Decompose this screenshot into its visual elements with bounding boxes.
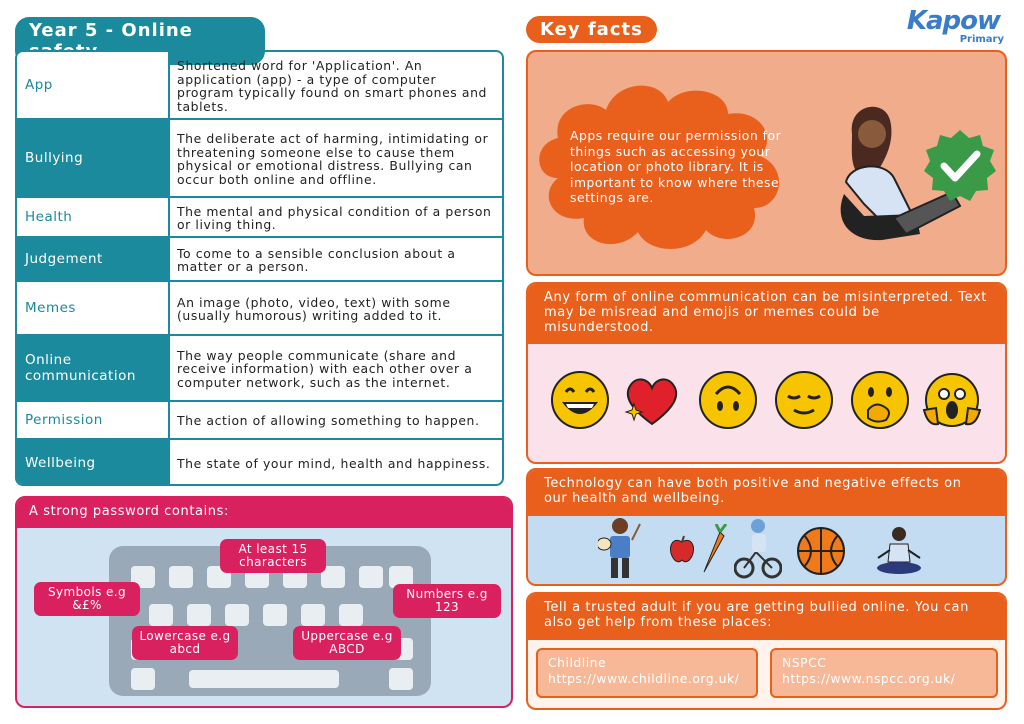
- misinterpret-panel: [526, 282, 1007, 464]
- check-badge-icon: [922, 128, 998, 204]
- nspcc-link[interactable]: [770, 648, 998, 698]
- childline-name: Childline: [548, 655, 607, 670]
- nspcc-name: NSPCC: [782, 655, 827, 670]
- vocab-row-wellbeing: [17, 440, 502, 486]
- vocab-term: Permission: [17, 402, 170, 438]
- vocab-term: Memes: [17, 282, 170, 334]
- page-title: Year 5 - Online: [15, 17, 265, 65]
- permissions-text: Apps require our permission for things such as accessing your location or photo library. It is important to know where these settings are.: [570, 128, 782, 205]
- nspcc-url: https://www.nspcc.org.uk/: [782, 671, 956, 686]
- childline-link[interactable]: [536, 648, 758, 698]
- grinning-emoji-icon: [550, 370, 610, 430]
- upside-down-face-icon: [698, 370, 758, 430]
- trusted-adult-text: Tell a trusted adult if you are getting bullied online. You can also get help from these places:: [528, 594, 1005, 640]
- tag-length: At least 15 characters: [220, 539, 326, 573]
- vocab-row-online-communication: [17, 336, 502, 402]
- vocab-definition: The mental and physical condition of a person or living thing.: [177, 203, 492, 232]
- vocab-term: Wellbeing: [17, 440, 170, 486]
- vocab-row-permission: [17, 402, 502, 440]
- vocab-definition: To come to a sensible conclusion about a matter or a person.: [177, 245, 456, 274]
- vocab-definition: The way people communicate (share and receive information) with each other over a computer network, such as the internet.: [177, 347, 473, 390]
- logo-name: Kapow: [906, 6, 1000, 36]
- vocab-term: Bullying: [17, 120, 170, 196]
- vocab-definition: The deliberate act of harming, intimidating or threatening someone else to cause them physical or emotional distress. Bullying can occur both online and offline.: [177, 131, 489, 187]
- logo-sub: Primary: [959, 34, 1004, 45]
- key-facts-title: Key facts: [526, 16, 657, 43]
- screaming-face-icon: [922, 370, 982, 430]
- childline-url: https://www.childline.org.uk/: [548, 671, 740, 686]
- tag-uppercase: Uppercase e.g ABCD: [293, 626, 401, 660]
- vocab-row-judgement: [17, 238, 502, 282]
- vocab-term: Health: [17, 198, 170, 236]
- vocab-term: App: [17, 52, 170, 118]
- hand-over-mouth-emoji-icon: [850, 370, 910, 430]
- vocab-term: Judgement: [17, 238, 170, 280]
- apple-icon: [668, 534, 696, 564]
- artist-child-icon: [598, 516, 642, 582]
- technology-panel: [526, 468, 1007, 586]
- sparkling-heart-icon: [622, 370, 682, 430]
- vocab-definition: An image (photo, video, text) with some (usually humorous) writing added to it.: [177, 294, 451, 323]
- misinterpret-text: Any form of online communication can be misinterpreted. Text may be misread and emojis or memes could be misunderstood.: [528, 284, 1005, 344]
- vocab-row-bullying: [17, 120, 502, 198]
- relieved-face-icon: [774, 370, 834, 430]
- carrot-icon: [698, 524, 728, 576]
- vocabulary-table: [15, 50, 504, 486]
- vocab-term: Online communication: [17, 336, 170, 400]
- vocab-definition: The state of your mind, health and happiness.: [177, 456, 491, 472]
- kapow-logo: [906, 6, 1012, 48]
- tag-symbols: Symbols e.g &£%: [34, 582, 140, 616]
- vocab-row-health: [17, 198, 502, 238]
- vocab-definition: The action of allowing something to happen.: [177, 413, 480, 429]
- basketball-icon: [796, 526, 846, 576]
- vocab-row-memes: [17, 282, 502, 336]
- tag-lowercase: Lowercase e.g abcd: [132, 626, 238, 660]
- technology-text: Technology can have both positive and negative effects on our health and wellbeing.: [528, 470, 1005, 516]
- vocab-row-app: [17, 52, 502, 120]
- vocab-definition: Shortened word for 'Application'. An application (app) - a type of computer program typically found on smart phones and tablets.: [177, 58, 488, 114]
- tag-numbers: Numbers e.g 123: [393, 584, 501, 618]
- help-panel: [526, 592, 1007, 710]
- password-heading: A strong password contains:: [17, 498, 511, 528]
- password-panel: [15, 496, 513, 708]
- cyclist-icon: [734, 516, 782, 582]
- permissions-panel: [526, 50, 1007, 276]
- meditating-person-icon: [874, 524, 924, 578]
